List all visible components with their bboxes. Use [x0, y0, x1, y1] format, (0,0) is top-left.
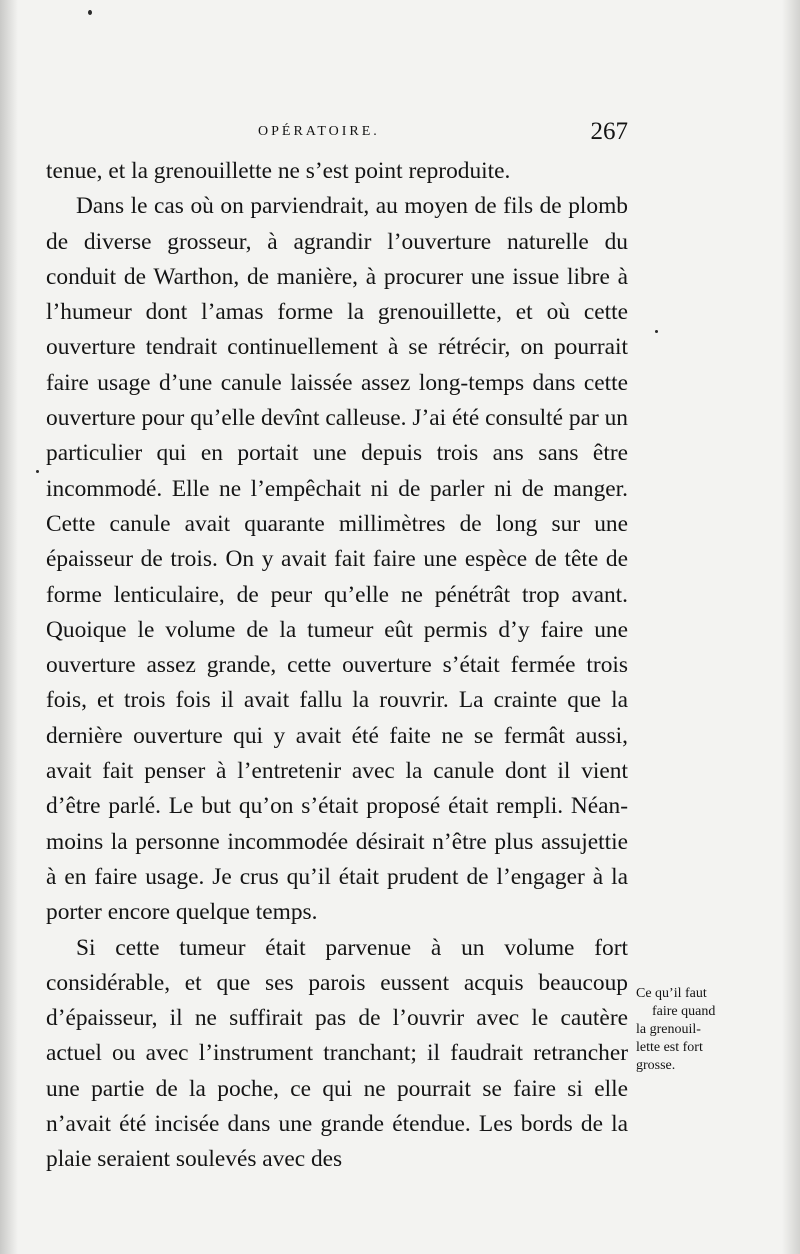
marginal-note — [636, 985, 770, 1075]
paragraph-2: Dans le cas où on parviendrait, au moyen de fils de plomb de diverse grosseur, à agrandir l’ouverture naturelle du conduit de Warthon, de manière, à procurer une issue libre à l’humeur dont l’amas forme la grenouillette, et où cette ouverture tendrait continuellement à se rétrécir, on pourrait faire usage d’une canule laissée assez long-temps dans cette ouverture pour qu’elle devînt calleuse. J’ai été consulté par un particulier qui en portait une depuis trois ans sans être incommodé. Elle ne l’empêchait ni de parler ni de manger. Cette canule avait quarante millimètres de long sur une épaisseur de trois. On y avait fait faire une espèce de tête de forme lenticulaire, de peur qu’elle ne pénétrât trop avant. Quoique le volume de la tumeur eût permis d’y faire une ouverture assez grande, cette ouverture s’était fermée trois fois, et trois fois il avait fallu la rouvrir. La crainte que la dernière ouverture qui y avait été faite ne se fermât aussi, avait fait penser à l’entretenir avec la canule dont il vient d’être parlé. Le but qu’on s’était proposé était rempli. Néanmoins la personne incommodée désirait n’être plus assujettie à en faire usage. Je crus qu’il était prudent de l’engager à la porter encore quelque temps. — [46, 193, 628, 926]
paragraph-3: Si cette tumeur était parvenue à un volume fort considérable, et que ses parois eussent acquis beaucoup d’épaisseur, il ne suffirait pas de l’ouvrir avec le cautère actuel ou avec l’instrument tranchant; il faudrait retrancher une partie de la poche, ce qui ne pourrait se faire si elle n’avait été incisée dans une grande étendue. Les bords de la plaie seraient soulevés avec des — [46, 934, 628, 1173]
page-header — [48, 118, 628, 158]
page-right-edge-shadow — [782, 0, 800, 1254]
running-head: OPÉRATOIRE. — [258, 124, 380, 139]
marginal-note-line: Ce qu’il faut — [636, 986, 707, 1001]
ink-speck — [36, 470, 39, 473]
page-number: 267 — [590, 118, 628, 145]
paragraph-1: tenue, et la grenouillette ne s’est point reproduite. — [46, 158, 511, 184]
marginal-note-line: faire quand — [652, 1004, 716, 1019]
ink-speck — [88, 10, 92, 15]
body-text — [46, 154, 628, 1178]
page-left-edge-shadow — [0, 0, 18, 1254]
marginal-note-line: grosse. — [636, 1058, 676, 1073]
ink-speck — [655, 330, 658, 333]
marginal-note-line: lette est fort — [636, 1040, 703, 1055]
marginal-note-line: la grenouil- — [636, 1022, 701, 1037]
